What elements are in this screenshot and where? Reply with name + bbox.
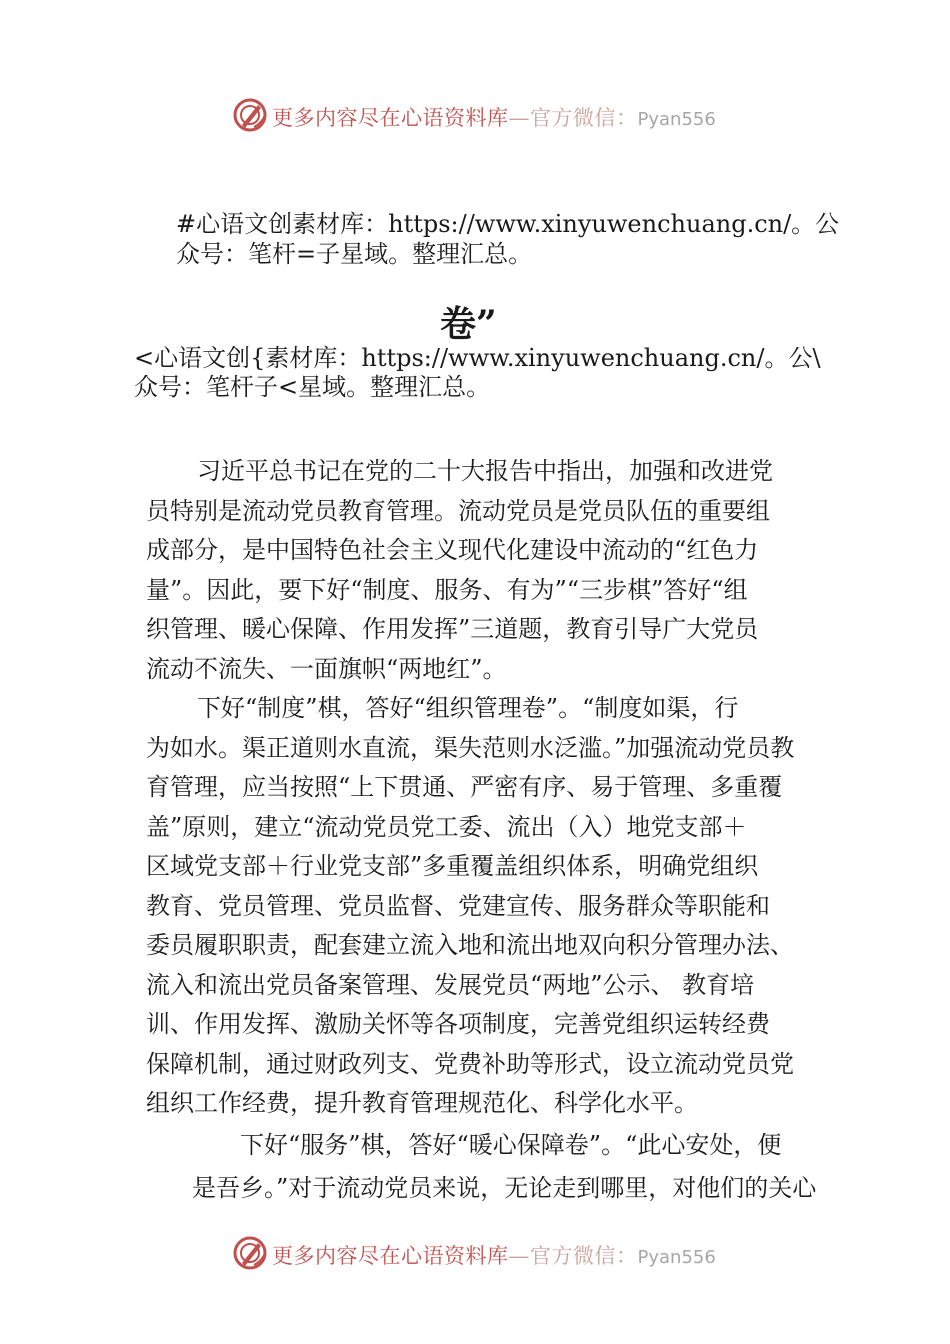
- watermark-brand: 更多内容尽在心语资料库: [272, 106, 509, 130]
- paragraph-line: 区域党支部＋行业党支部”多重覆盖组织体系，明确党组织: [146, 852, 759, 880]
- paragraph-line: 盖”原则，建立“流动党员党工委、流出（入）地党支部＋: [146, 812, 747, 841]
- pen-logo-icon: [232, 97, 268, 133]
- notice-second-line2: 众号：笔杆子<星域。整理汇总。: [134, 373, 491, 401]
- paragraph-line: 教育、党员管理、党员监督、党建宣传、服务群众等职能和: [146, 891, 770, 920]
- watermark-wechat-id: Pyan556: [637, 109, 716, 130]
- paragraph-line: 是吾乡。”对于流动党员来说，无论走到哪里，对他们的关心: [192, 1174, 817, 1202]
- paragraph-line: 流动不流失、一面旗帜“两地红”。: [146, 654, 507, 683]
- paragraph-1: [0, 452, 773, 689]
- paragraph-line: 成部分，是中国特色社会主义现代化建设中流动的“红色力: [146, 536, 759, 564]
- paragraph-line: 员特别是流动党员教育管理。流动党员是党员队伍的重要组: [146, 496, 770, 525]
- paragraph-line: 下好“制度”棋，答好“组织管理卷”。“制度如渠，行: [197, 694, 739, 722]
- notice-top-line1: #心语文创素材库：https://www.xinyuwenchuang.cn/。公: [176, 210, 840, 238]
- paragraph-line: 习近平总书记在党的二十大报告中指出，加强和改进党: [197, 457, 773, 485]
- paragraph-line: 织管理、暖心保障、作用发挥”三道题，教育引导广大党员: [146, 615, 759, 643]
- notice-second-line1: <心语文创{素材库：https://www.xinyuwenchuang.cn/。公\: [134, 344, 821, 372]
- paragraph-line: 组织工作经费，提升教育管理规范化、科学化水平。: [146, 1089, 698, 1117]
- watermark-dash: —: [508, 106, 530, 130]
- paragraph-line: 委员履职职责，配套建立流入地和流出地双向积分管理办法、: [146, 931, 794, 959]
- page-title: 卷”: [440, 303, 497, 345]
- watermark-banner-bottom: [0, 1233, 950, 1273]
- paragraph-3: [0, 1124, 816, 1210]
- watermark-official-label: 官方微信：: [530, 106, 638, 130]
- paragraph-line: 流入和流出党员备案管理、发展党员“两地”公示、 教育培: [146, 970, 755, 999]
- paragraph-line: 为如水。渠正道则水直流，渠失范则水泛滥。”加强流动党员教: [146, 733, 795, 762]
- watermark-official-label: 官方微信：: [530, 1244, 638, 1268]
- watermark-text: [272, 1240, 716, 1270]
- watermark-text: [272, 102, 716, 132]
- paragraph-line: 保障机制，通过财政列支、党费补助等形式，设立流动党员党: [146, 1049, 794, 1078]
- watermark-wechat-id: Pyan556: [637, 1247, 716, 1268]
- notice-top-line2: 众号：笔杆=子星域。整理汇总。: [176, 240, 533, 268]
- watermark-dash: —: [508, 1244, 530, 1268]
- watermark-brand: 更多内容尽在心语资料库: [272, 1244, 509, 1268]
- paragraph-line: 下好“服务”棋，答好“暖心保障卷”。“此心安处，便: [240, 1131, 782, 1159]
- watermark-banner-top: [0, 95, 950, 135]
- paragraph-line: 训、作用发挥、激励关怀等各项制度，完善党组织运转经费: [146, 1010, 770, 1038]
- paragraph-line: 育管理，应当按照“上下贯通、严密有序、易于管理、多重覆: [146, 773, 783, 801]
- paragraph-line: 量”。因此，要下好“制度、服务、有为”“三步棋”答好“组: [146, 575, 748, 604]
- pen-logo-icon: [232, 1235, 268, 1271]
- paragraph-2: [0, 689, 794, 1124]
